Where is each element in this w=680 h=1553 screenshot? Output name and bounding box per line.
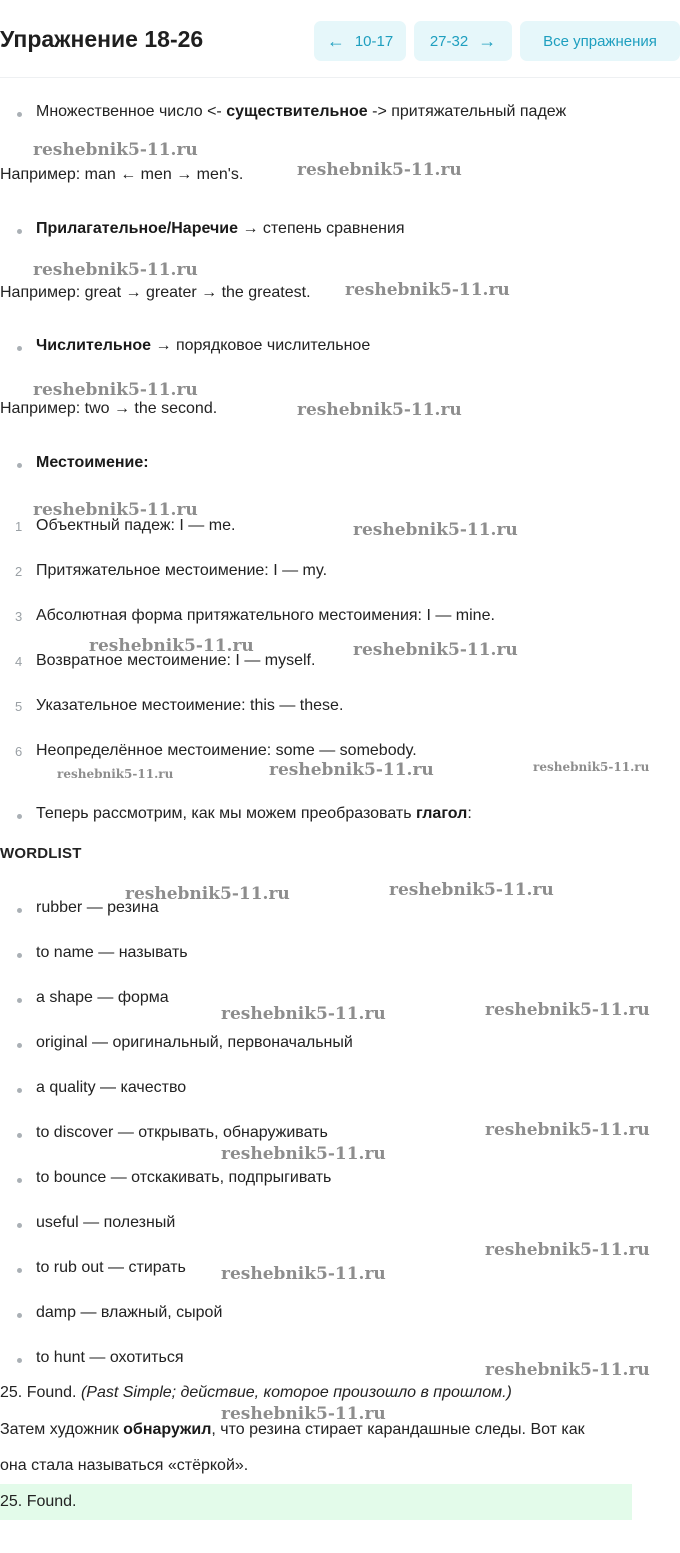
bullet-icon	[17, 1178, 22, 1183]
watermark: reshebnik5-11.ru	[125, 884, 290, 904]
translation-text: Затем художник обнаружил, что резина стирает карандашные следы. Вот как	[0, 1421, 585, 1438]
wordlist-item: to rub out — стирать	[36, 1259, 186, 1276]
list-item: Числительное → порядковое числительное	[36, 337, 371, 354]
list-number: 2	[15, 564, 23, 579]
list-item: Местоимение:	[36, 454, 149, 471]
all-exercises-button[interactable]	[520, 21, 680, 61]
list-number: 1	[15, 519, 23, 534]
prev-exercise-label: 10-17	[354, 32, 394, 50]
wordlist-item: damp — влажный, сырой	[36, 1304, 223, 1321]
bullet-icon	[17, 346, 22, 351]
watermark: reshebnik5-11.ru	[353, 520, 518, 540]
bullet-icon	[17, 1223, 22, 1228]
example-text: Например: two → the second.	[0, 400, 218, 417]
all-exercises-label: Все упражнения	[543, 32, 657, 50]
bullet-icon	[17, 1358, 22, 1363]
wordlist-item: to bounce — отскакивать, подпрыгивать	[36, 1169, 332, 1186]
bullet-icon	[17, 1268, 22, 1273]
next-exercise-label: 27-32	[429, 32, 469, 50]
watermark: reshebnik5-11.ru	[33, 500, 198, 520]
watermark: reshebnik5-11.ru	[221, 1144, 386, 1164]
wordlist-item: useful — полезный	[36, 1214, 176, 1231]
list-item: Прилагательное/Наречие → степень сравнения	[36, 220, 405, 237]
bullet-icon	[17, 1133, 22, 1138]
numbered-item: Притяжательное местоимение: I — my.	[36, 562, 328, 579]
list-item: Множественное число <- существительное -> притяжательный падеж	[36, 103, 567, 120]
bullet-icon	[17, 229, 22, 234]
wordlist-title: WORDLIST	[0, 845, 82, 862]
bullet-icon	[17, 814, 22, 819]
watermark: reshebnik5-11.ru	[269, 760, 434, 780]
list-number: 6	[15, 744, 23, 759]
page-title: Упражнение 18-26	[0, 26, 204, 52]
numbered-item: Неопределённое местоимение: some — somebody.	[36, 742, 417, 759]
watermark: reshebnik5-11.ru	[221, 1264, 386, 1284]
answer-box	[0, 1484, 632, 1520]
watermark: reshebnik5-11.ru	[221, 1404, 386, 1424]
watermark: reshebnik5-11.ru	[297, 160, 462, 180]
watermark: reshebnik5-11.ru	[353, 640, 518, 660]
bullet-icon	[17, 1043, 22, 1048]
watermark: reshebnik5-11.ru	[485, 1360, 650, 1380]
list-number: 5	[15, 699, 23, 714]
next-exercise-button[interactable]	[414, 21, 512, 61]
watermark: reshebnik5-11.ru	[533, 760, 650, 774]
numbered-item: Возвратное местоимение: I — myself.	[36, 652, 316, 669]
watermark: reshebnik5-11.ru	[485, 1120, 650, 1140]
watermark: reshebnik5-11.ru	[33, 140, 198, 160]
list-item: Теперь рассмотрим, как мы можем преобразовать глагол:	[36, 805, 472, 822]
example-text: Например: great → greater → the greatest.	[0, 284, 311, 301]
bullet-icon	[17, 112, 22, 117]
bullet-icon	[17, 998, 22, 1003]
arrow-left-icon: ←	[326, 31, 345, 51]
watermark: reshebnik5-11.ru	[389, 880, 554, 900]
numbered-item: Указательное местоимение: this — these.	[36, 697, 344, 714]
prev-exercise-button[interactable]	[314, 21, 406, 61]
numbered-item: Объектный падеж: I — me.	[36, 517, 236, 534]
watermark: reshebnik5-11.ru	[485, 1240, 650, 1260]
watermark: reshebnik5-11.ru	[221, 1004, 386, 1024]
wordlist-item: to name — называть	[36, 944, 188, 961]
numbered-item: Абсолютная форма притяжательного местоимения: I — mine.	[36, 607, 495, 624]
watermark: reshebnik5-11.ru	[57, 767, 174, 781]
wordlist-item: original — оригинальный, первоначальный	[36, 1034, 353, 1051]
watermark: reshebnik5-11.ru	[33, 380, 198, 400]
bullet-icon	[17, 463, 22, 468]
wordlist-item: a shape — форма	[36, 989, 169, 1006]
page-header	[0, 0, 680, 78]
wordlist-item: rubber — резина	[36, 899, 159, 916]
wordlist-item: to discover — открывать, обнаруживать	[36, 1124, 328, 1141]
watermark: reshebnik5-11.ru	[345, 280, 510, 300]
watermark: reshebnik5-11.ru	[89, 636, 254, 656]
bullet-icon	[17, 1313, 22, 1318]
answer-line: 25. Found. (Past Simple; действие, которое произошло в прошлом.)	[0, 1384, 512, 1401]
arrow-right-icon: →	[478, 31, 497, 51]
example-text: Например: man ← men → men's.	[0, 166, 244, 183]
watermark: reshebnik5-11.ru	[485, 1000, 650, 1020]
wordlist-item: to hunt — охотиться	[36, 1349, 184, 1366]
list-number: 4	[15, 654, 23, 669]
wordlist-item: a quality — качество	[36, 1079, 187, 1096]
translation-text-line2: она стала называться «стёркой».	[0, 1457, 249, 1474]
watermark: reshebnik5-11.ru	[33, 260, 198, 280]
final-answer: 25. Found.	[0, 1493, 77, 1510]
bullet-icon	[17, 1088, 22, 1093]
bullet-icon	[17, 908, 22, 913]
watermark: reshebnik5-11.ru	[297, 400, 462, 420]
bullet-icon	[17, 953, 22, 958]
list-number: 3	[15, 609, 23, 624]
